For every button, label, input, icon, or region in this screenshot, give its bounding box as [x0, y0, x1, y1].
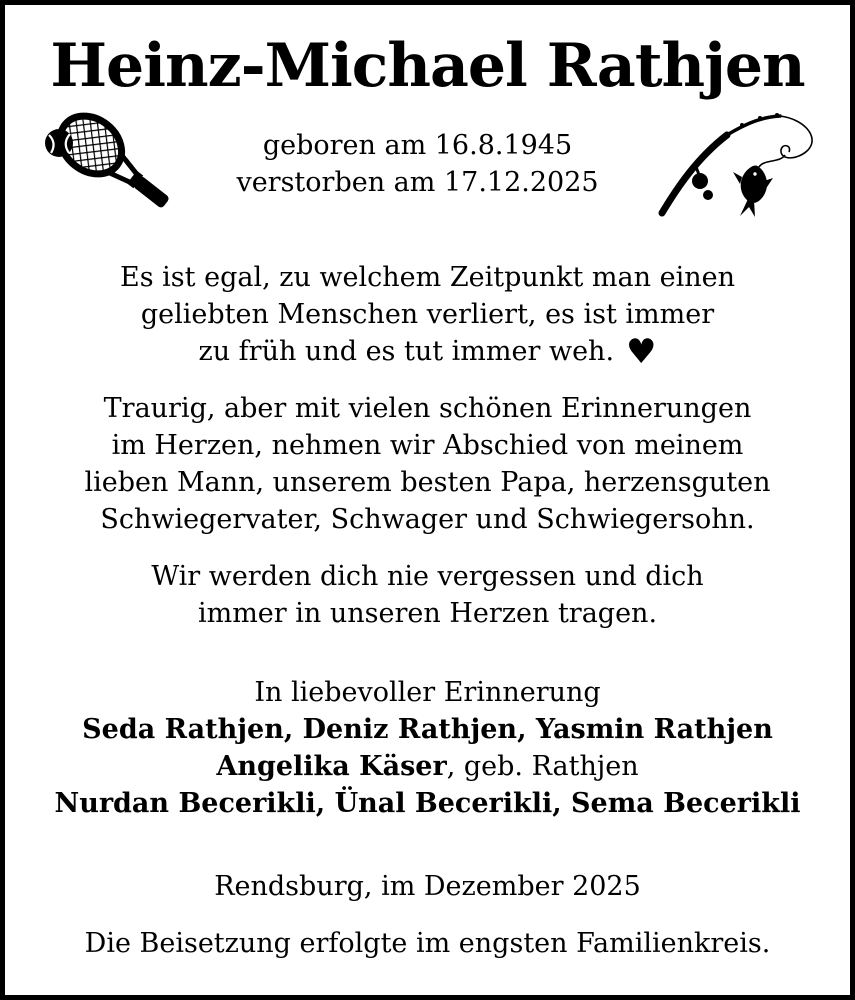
- paragraph-farewell: [5, 390, 850, 538]
- deceased-name: Heinz-Michael Rathjen: [50, 31, 805, 101]
- farewell-line: Traurig, aber mit vielen schönen Erinnerungen: [103, 393, 752, 424]
- family-member-name: Angelika Käser: [216, 751, 447, 782]
- death-date: verstorben am 17.12.2025: [236, 167, 599, 198]
- quote-line: Es ist egal, zu welchem Zeitpunkt man einen: [120, 262, 735, 293]
- place-and-date: Rendsburg, im Dezember 2025: [214, 871, 641, 902]
- fishing-rod-icon: [652, 103, 822, 225]
- farewell-line: lieben Mann, unserem besten Papa, herzensguten: [84, 467, 771, 498]
- life-dates: [183, 127, 652, 201]
- remembrance-line: immer in unseren Herzen tragen.: [197, 598, 658, 629]
- family-names-line: Nurdan Becerikli, Ünal Becerikli, Sema Becerikli: [54, 788, 801, 819]
- farewell-line: im Herzen, nehmen wir Abschied von meinem: [111, 430, 744, 461]
- quote-line: geliebten Menschen verliert, es ist immer: [140, 299, 715, 330]
- family-member-suffix: , geb. Rathjen: [446, 751, 639, 782]
- remembrance-line: Wir werden dich nie vergessen und dich: [151, 561, 704, 592]
- heart-icon: ♥: [626, 332, 657, 372]
- quote-line-text: zu früh und es tut immer weh.: [198, 336, 615, 367]
- family-names-line: Seda Rathjen, Deniz Rathjen, Yasmin Rathjen: [82, 714, 773, 745]
- quote-line: [5, 333, 850, 370]
- farewell-line: Schwiegervater, Schwager und Schwiegersohn.: [100, 504, 755, 535]
- birth-date: geboren am 16.8.1945: [262, 130, 573, 161]
- family-names-section: [5, 674, 850, 822]
- tennis-racket-icon: [43, 106, 183, 222]
- paragraph-condolence-quote: [5, 259, 850, 370]
- header-row: [5, 103, 850, 225]
- paragraph-remembrance: [5, 558, 850, 632]
- family-names-line: [5, 748, 850, 785]
- burial-notice: Die Beisetzung erfolgte im engsten Familienkreis.: [84, 928, 771, 959]
- family-intro: In liebevoller Erinnerung: [254, 677, 601, 708]
